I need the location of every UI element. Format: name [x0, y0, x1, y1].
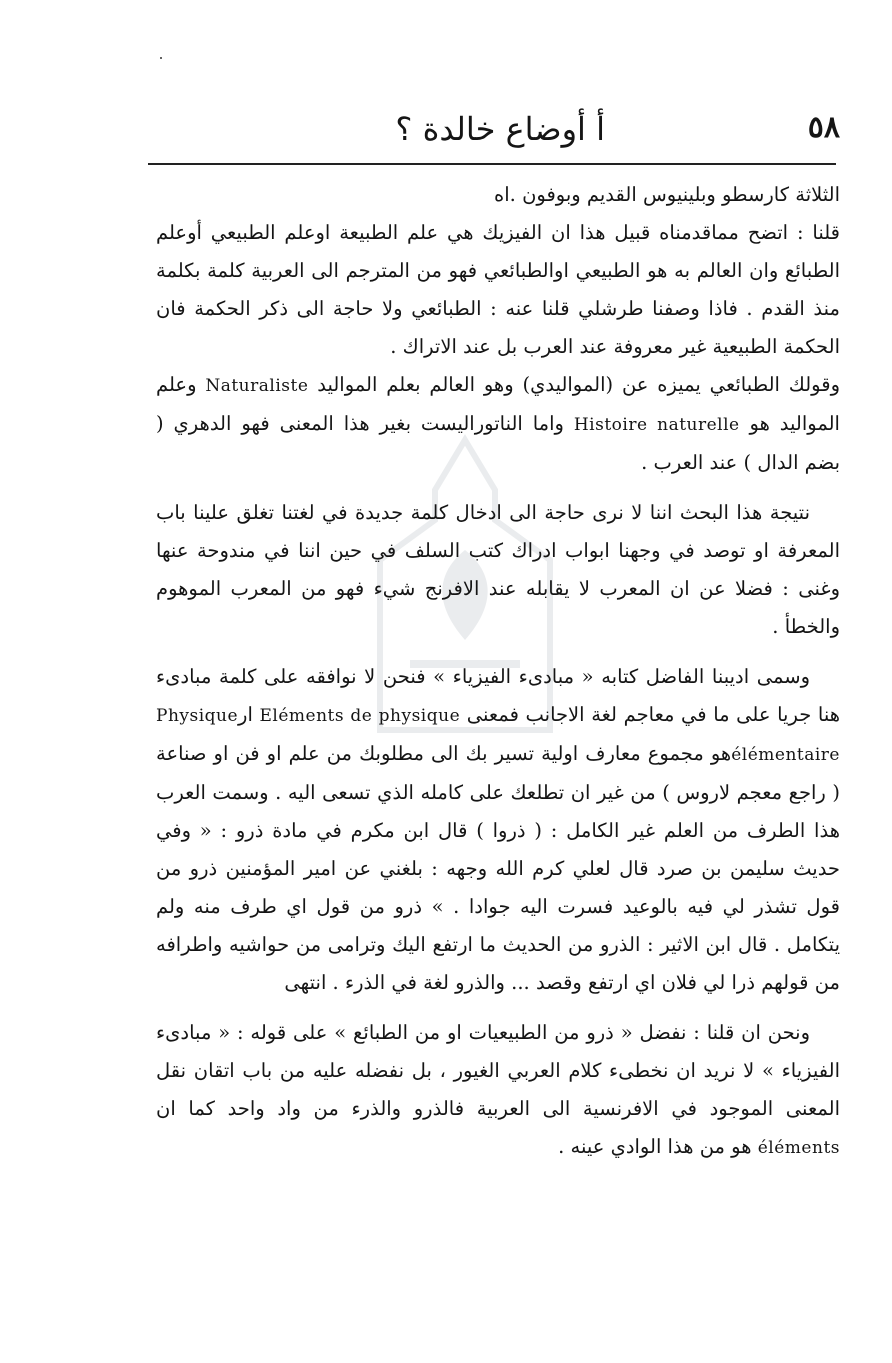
paragraph-text: واما الناتوراليست بغير هذا المعنى فهو الدهري ( بضم الدال ) عند العرب . [156, 412, 840, 474]
scan-speck [160, 57, 162, 59]
page-number: ٥٨ [807, 110, 840, 145]
paragraph-text: ونحن ان قلنا : نفضل « ذرو من الطبيعيات او من الطبائع » على قوله : « مبادىء الفيزياء » لا نريد ان نخطىء كلام العربي الغيور ، بل نفضله عليه من باب اتقان نقل المعنى الموجود في الافرنسية الى العربية فالذرو والذرء من واد واحد كما ان [156, 1021, 840, 1120]
paragraph-text: من علم او فن او صناعة ( راجع معجم لاروس ) من غير ان تطلعك على كامله الذي تسعى اليه . وسمت العرب هذا الطرف من العلم غير الكامل : ( ذروا ) قال ابن مكرم في مادة ذرو : « وفي حديث سليمن بن صرد قال لعلي كرم الله وجهه : بلغني عن امير المؤمنين ذرو من قول تشذر لي فيه بالوعيد فسرت اليه جوادا . » ذرو من قول اي طرف منه ولم يتكامل . قال ابن الاثير : الذرو من الحديث ما ارتفع اليك وترامى من حواشيه واطرافه من قولهم ذرا لي فلان اي ارتفع وقصد ... والذرو لغة في الذرء . انتهى [156, 742, 840, 994]
header-rule [148, 163, 836, 165]
latin-term: éléments [757, 1138, 840, 1158]
latin-term: Naturaliste [205, 376, 309, 396]
paragraph-text: هو من هذا الوادي عينه . [558, 1135, 752, 1158]
paragraph-text: وقولك الطبائعي يميزه عن (المواليدي) وهو العالم بعلم المواليد [317, 373, 840, 396]
paragraph-text: وعلم المواليد هو [156, 373, 840, 435]
paragraph [156, 366, 840, 482]
latin-term: Eléments de physique [259, 706, 461, 726]
paragraph [156, 1014, 840, 1167]
paragraph-text: وسمى ادیبنا الفاضل كتابه « مبادىء الفيزياء » فنحن لا نوافقه على كلمة مبادىء هنا جريا على ما في معاجم لغة الاجانب فمعنى [156, 665, 841, 726]
latin-term: Physique élémentaire [156, 706, 840, 765]
paragraph [156, 658, 840, 1002]
paragraph-text: هو مجموع معارف اولية تسير بك الى مطلوبك [359, 742, 732, 765]
paragraph: قلنا : اتضح مماقدمناه قبيل هذا ان الفيزيك هي علم الطبيعة اوعلم الطبيعي أوعلم الطبائع وان العالم به هو الطبيعي اوالطبائعي فهو من المترجم الى العربية كلمة بكلمة منذ القدم . فاذا وصفنا طرشلي قلنا عنه : الطبائعي ولا حاجة الى ذكر الحكمة فان الحكمة الطبيعية غير معروفة عند العرب بل عند الاتراك . [156, 221, 840, 358]
paragraph: الثلاثة كارسطو وبلينيوس القديم وبوفون .اه [494, 183, 840, 206]
paragraph: نتيجة هذا البحث اننا لا نرى حاجة الى ادخال كلمة جديدة في لغتنا تغلق علينا باب المعرفة او توصد في وجهنا ابواب ادراك كتب السلف في حين اننا في مندوحة عنها وغنى : فضلا عن ان المعرب لا يقابله عند الافرنج شيء فهو من المعرب الموهوم والخطأ . [156, 501, 840, 638]
latin-term: Histoire naturelle [573, 415, 740, 435]
running-title: أ أوضاع خالدة ؟ [395, 110, 605, 148]
page-body [156, 176, 840, 1167]
paragraph-text: ار [238, 703, 253, 726]
page-header [150, 108, 840, 158]
